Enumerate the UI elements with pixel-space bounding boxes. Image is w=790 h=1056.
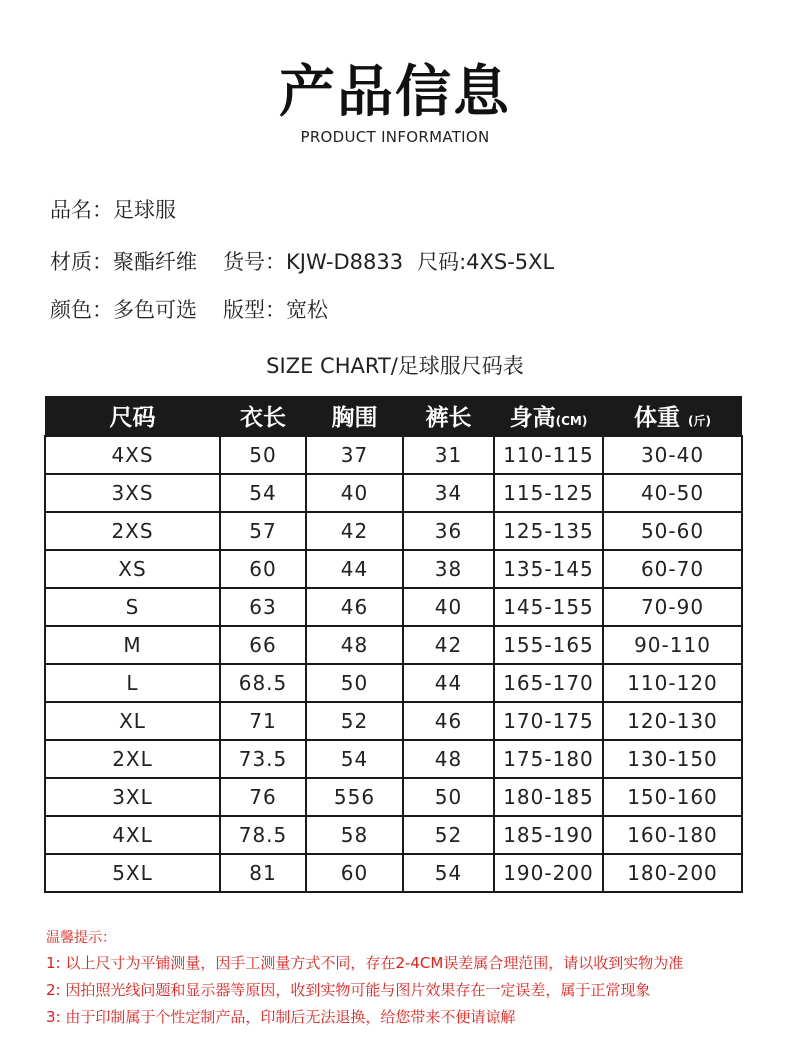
cell-pants-length: 40: [403, 588, 494, 626]
material-label: 材质：: [50, 250, 113, 274]
cell-weight: 150-160: [603, 778, 742, 816]
cell-chest: 60: [306, 854, 403, 892]
name-value: 足球服: [113, 198, 176, 222]
notes-title: 温馨提示：: [46, 930, 116, 946]
cell-pants-length: 36: [403, 512, 494, 550]
table-row: [45, 702, 742, 740]
cell-pants-length: 48: [403, 740, 494, 778]
cell-height: 175-180: [494, 740, 603, 778]
cell-weight: 90-110: [603, 626, 742, 664]
cell-chest: 40: [306, 474, 403, 512]
header-chest: [306, 396, 403, 436]
cell-chest: 42: [306, 512, 403, 550]
table-row: [45, 436, 742, 474]
header-pants-length: [403, 396, 494, 436]
table-row: [45, 816, 742, 854]
cell-chest: 37: [306, 436, 403, 474]
header-label: 体重: [634, 405, 680, 431]
item-no-label: 货号：: [223, 250, 286, 274]
table-row: [45, 778, 742, 816]
cell-chest: 52: [306, 702, 403, 740]
cell-size: 3XS: [45, 474, 220, 512]
cell-height: 165-170: [494, 664, 603, 702]
cell-weight: 60-70: [603, 550, 742, 588]
table-row: [45, 550, 742, 588]
cell-height: 170-175: [494, 702, 603, 740]
info-line-material: [50, 246, 554, 276]
material-value: 聚酯纤维: [113, 250, 197, 274]
cell-height: 185-190: [494, 816, 603, 854]
cell-weight: 110-120: [603, 664, 742, 702]
size-chart-table: [44, 396, 743, 893]
page-subtitle: PRODUCT INFORMATION: [300, 128, 490, 146]
size-label: 尺码:: [417, 250, 467, 274]
header-garment-length: [220, 396, 306, 436]
header-height: [494, 396, 603, 436]
cell-weight: 50-60: [603, 512, 742, 550]
cell-garment-length: 50: [220, 436, 306, 474]
cell-weight: 30-40: [603, 436, 742, 474]
cell-garment-length: 66: [220, 626, 306, 664]
notes-section: [46, 926, 683, 1031]
info-line-name: [50, 194, 176, 224]
color-value: 多色可选: [113, 298, 197, 322]
cell-height: 145-155: [494, 588, 603, 626]
cell-chest: 54: [306, 740, 403, 778]
cell-garment-length: 78.5: [220, 816, 306, 854]
cell-size: M: [45, 626, 220, 664]
cell-size: 4XL: [45, 816, 220, 854]
table-row: [45, 854, 742, 892]
cell-height: 190-200: [494, 854, 603, 892]
cell-pants-length: 50: [403, 778, 494, 816]
cell-weight: 70-90: [603, 588, 742, 626]
cell-garment-length: 63: [220, 588, 306, 626]
cell-height: 110-115: [494, 436, 603, 474]
cell-height: 180-185: [494, 778, 603, 816]
table-header-row: [45, 396, 742, 436]
cell-pants-length: 31: [403, 436, 494, 474]
cell-chest: 44: [306, 550, 403, 588]
cell-size: 3XL: [45, 778, 220, 816]
header-weight: [603, 396, 742, 436]
cell-weight: 120-130: [603, 702, 742, 740]
table-row: [45, 626, 742, 664]
cell-height: 115-125: [494, 474, 603, 512]
cell-size: XL: [45, 702, 220, 740]
cell-pants-length: 54: [403, 854, 494, 892]
table-row: [45, 588, 742, 626]
cell-garment-length: 54: [220, 474, 306, 512]
size-value: 4XS-5XL: [466, 250, 555, 274]
cell-chest: 50: [306, 664, 403, 702]
note-item: 3: 由于印制属于个性定制产品，印制后无法退换，给您带来不便请谅解: [46, 1008, 516, 1026]
cell-garment-length: 71: [220, 702, 306, 740]
cell-chest: 46: [306, 588, 403, 626]
fit-value: 宽松: [286, 298, 328, 322]
cell-size: 2XL: [45, 740, 220, 778]
cell-pants-length: 44: [403, 664, 494, 702]
cell-height: 135-145: [494, 550, 603, 588]
cell-size: S: [45, 588, 220, 626]
cell-weight: 180-200: [603, 854, 742, 892]
header-unit: (斤): [688, 414, 711, 428]
cell-garment-length: 60: [220, 550, 306, 588]
cell-size: 4XS: [45, 436, 220, 474]
table-row: [45, 512, 742, 550]
header-label: 胸围: [331, 405, 378, 431]
header-size: [45, 396, 220, 436]
cell-chest: 58: [306, 816, 403, 854]
cell-size: L: [45, 664, 220, 702]
cell-size: 2XS: [45, 512, 220, 550]
cell-height: 155-165: [494, 626, 603, 664]
note-item: 2: 因拍照光线问题和显示器等原因，收到实物可能与图片效果存在一定误差，属于正常现象: [46, 981, 651, 999]
cell-garment-length: 81: [220, 854, 306, 892]
info-line-color: [50, 294, 328, 324]
fit-label: 版型：: [223, 298, 286, 322]
header-label: 衣长: [240, 405, 286, 431]
name-label: 品名：: [50, 198, 113, 222]
cell-garment-length: 76: [220, 778, 306, 816]
cell-garment-length: 68.5: [220, 664, 306, 702]
cell-weight: 40-50: [603, 474, 742, 512]
cell-garment-length: 57: [220, 512, 306, 550]
table-row: [45, 474, 742, 512]
cell-pants-length: 52: [403, 816, 494, 854]
cell-pants-length: 46: [403, 702, 494, 740]
table-row: [45, 664, 742, 702]
cell-garment-length: 73.5: [220, 740, 306, 778]
cell-chest: 48: [306, 626, 403, 664]
size-chart-title: SIZE CHART/足球服尺码表: [266, 354, 524, 378]
cell-pants-length: 38: [403, 550, 494, 588]
cell-size: 5XL: [45, 854, 220, 892]
header-label: 尺码: [109, 405, 156, 431]
cell-size: XS: [45, 550, 220, 588]
cell-weight: 130-150: [603, 740, 742, 778]
item-no-value: KJW-D8833: [286, 250, 404, 274]
color-label: 颜色：: [50, 298, 113, 322]
header-label: 身高: [509, 405, 556, 431]
note-item: 1: 以上尺寸为平铺测量，因手工测量方式不同，存在2-4CM误差属合理范围，请以收到实物为准: [46, 954, 684, 972]
header-label: 裤长: [425, 405, 472, 431]
cell-pants-length: 34: [403, 474, 494, 512]
header-unit: (CM): [555, 414, 588, 428]
cell-weight: 160-180: [603, 816, 742, 854]
cell-pants-length: 42: [403, 626, 494, 664]
table-row: [45, 740, 742, 778]
cell-height: 125-135: [494, 512, 603, 550]
cell-chest: 556: [306, 778, 403, 816]
page-title: 产品信息: [279, 60, 511, 125]
